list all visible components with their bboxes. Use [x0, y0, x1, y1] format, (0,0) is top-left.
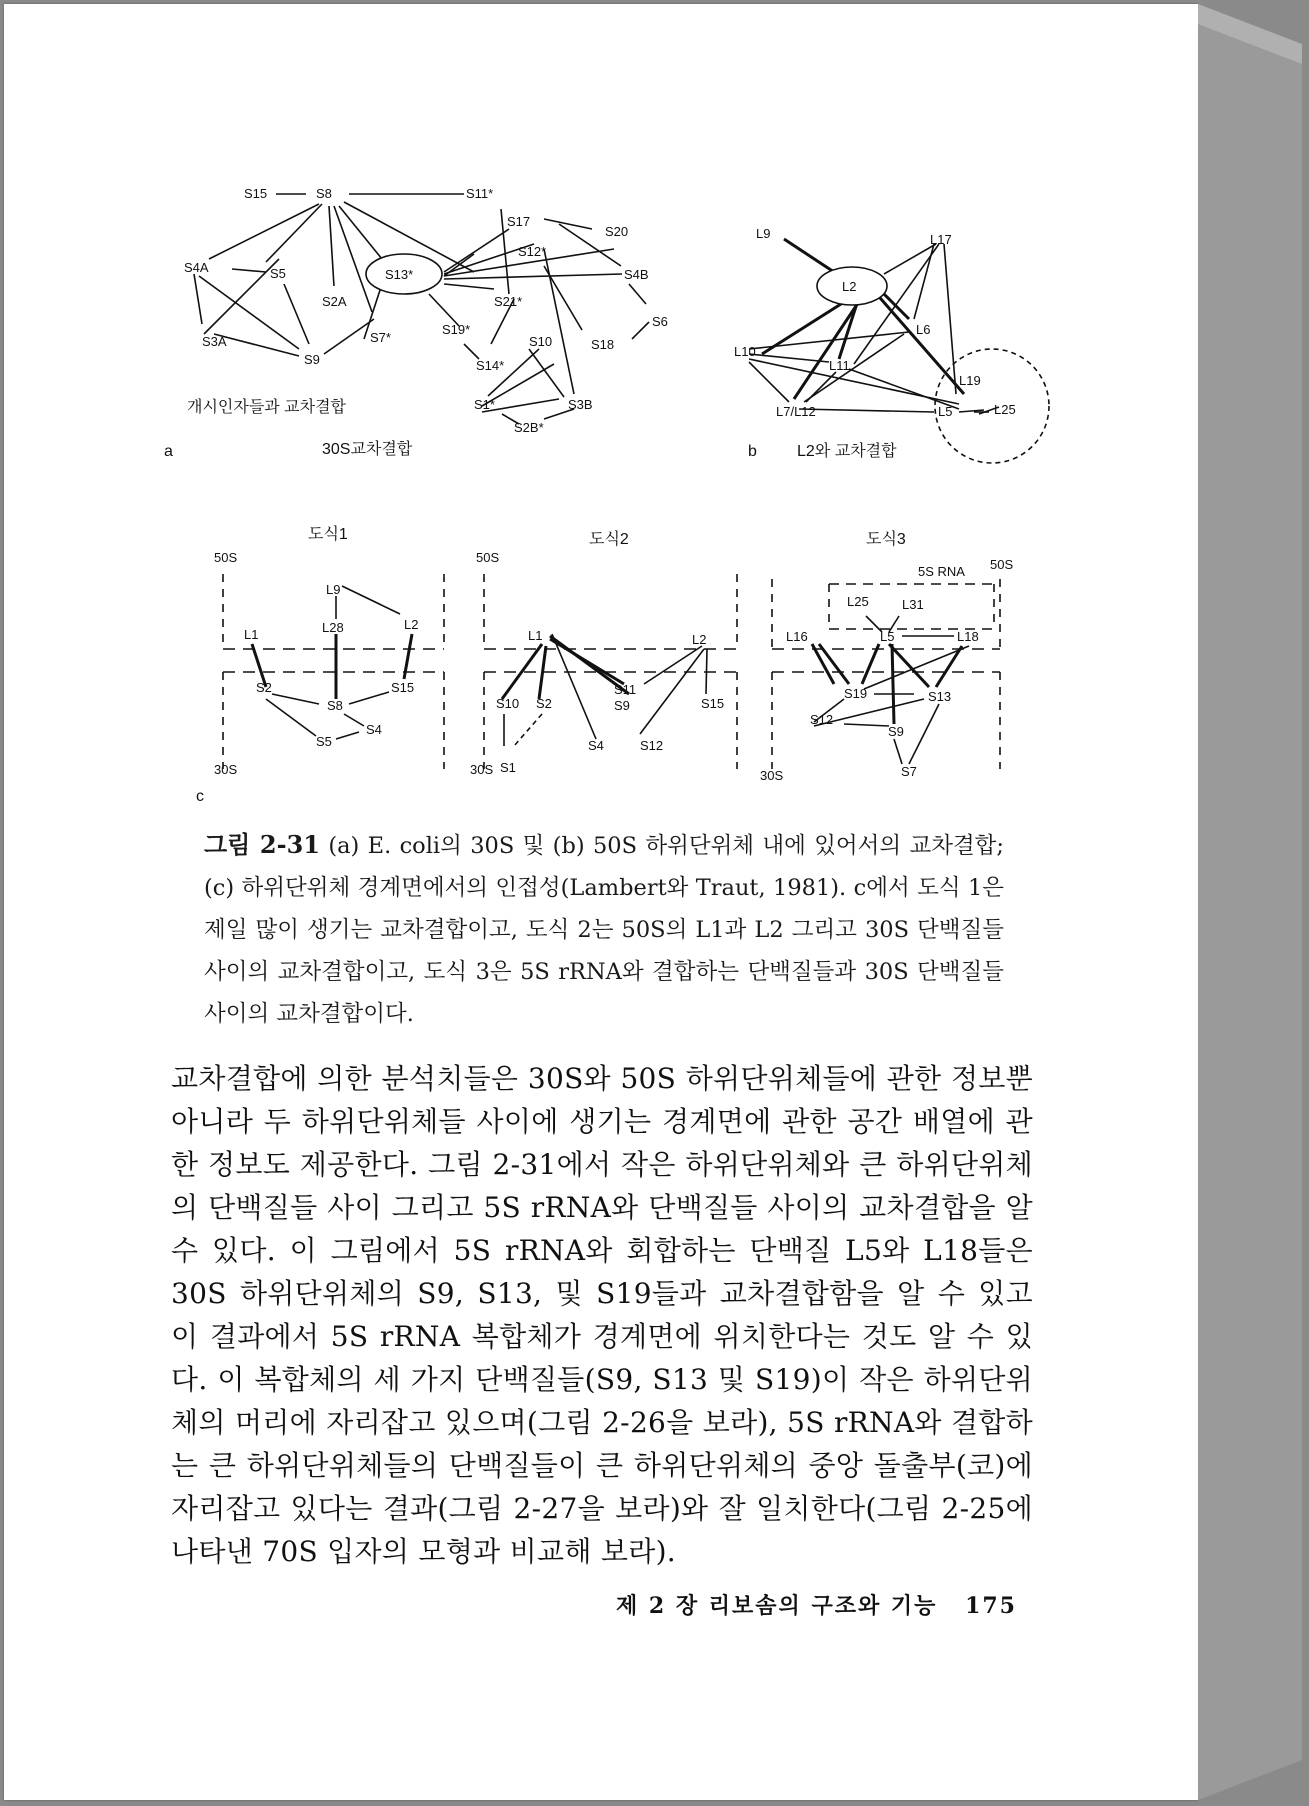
node-a-S5: S5	[270, 266, 286, 281]
scheme1-top: 50S	[214, 550, 238, 565]
node-a-S13: S13*	[385, 267, 414, 282]
s2-L1: L1	[528, 628, 543, 643]
scheme2-top: 50S	[476, 550, 500, 565]
s2-L2: L2	[692, 632, 707, 647]
s3-S9: S9	[888, 724, 904, 739]
node-a-S19: S19*	[442, 322, 471, 337]
node-a-S15: S15	[244, 186, 268, 201]
s2-S1: S1	[500, 760, 516, 775]
s1-S2: S2	[256, 680, 272, 695]
scheme3-rna: 5S RNA	[918, 564, 965, 579]
body-paragraph: 교차결합에 의한 분석치들은 30S와 50S 하위단위체들에 관한 정보뿐 아니라 두 하위단위체들 사이에 생기는 경계면에 관한 공간 배열에 관한 정보도 제공한다. 그림 2-31에서 작은 하위단위체와 큰 하위단위체의 단백질들 사이 그리고 5S rRNA와 단백질들 사이의 교차결합을 알 수 있다. 이 그림에서 5S rRNA와 회합하는 단백질 L5와 L18들은 30S 하위단위체의 S9, S13, 및 S19들과 교차결합함을 알 수 있고 이 결과에서 5S rRNA 복합체가 경계면에 위치한다는 것도 알 수 있다. 이 복합체의 세 가지 단백질들(S9, S13 및 S19)이 작은 하위단위체의 머리에 자리잡고 있으며(그림 2-26을 보라), 5S rRNA와 결합하는 큰 하위단위체들의 단백질들이 큰 하위단위체의 중앙 돌출부(코)에 자리잡고 있다는 결과(그림 2-27을 보라)와 잘 일치한다(그림 2-25에 나타낸 70S 입자의 모형과 비교해 보라).	[171, 1062, 1033, 1568]
node-a-S3B: S3B	[568, 397, 593, 412]
panel-b-caption: L2와 교차결합	[797, 443, 897, 460]
s1-L28: L28	[322, 620, 344, 635]
panel-a-letter: a	[164, 443, 173, 460]
s3-S19: S19	[844, 686, 868, 701]
s1-S4: S4	[366, 722, 382, 737]
node-a-S9: S9	[304, 352, 320, 367]
node-a-S4A: S4A	[184, 260, 209, 275]
s1-S15: S15	[391, 680, 415, 695]
s2-S12: S12	[640, 738, 664, 753]
book-edge	[1198, 4, 1302, 1800]
node-a-S3A: S3A	[202, 334, 227, 349]
s2-S4: S4	[588, 738, 604, 753]
s3-S7: S7	[901, 764, 917, 779]
node-b-L5: L5	[938, 404, 953, 419]
node-b-L2: L2	[842, 279, 857, 294]
node-a-S18: S18	[591, 337, 615, 352]
scheme2-bottom: 30S	[470, 762, 494, 777]
book-page	[4, 4, 1198, 1800]
node-b-L6: L6	[916, 322, 931, 337]
s2-S2: S2	[536, 696, 552, 711]
s1-S5: S5	[316, 734, 332, 749]
s1-L1: L1	[244, 627, 259, 642]
node-b-L25: L25	[994, 402, 1016, 417]
node-a-S4B: S4B	[624, 267, 649, 282]
s3-L25: L25	[847, 594, 869, 609]
panel-a-subtitle: 개시인자들과 교차결합	[187, 399, 347, 416]
s1-L2: L2	[404, 617, 419, 632]
node-a-S2A: S2A	[322, 294, 347, 309]
s3-L5: L5	[880, 629, 895, 644]
s2-S9: S9	[614, 698, 630, 713]
scheme3-title: 도식3	[866, 531, 906, 548]
node-b-L17: L17	[930, 232, 952, 247]
s1-L9: L9	[326, 582, 341, 597]
node-a-S6: S6	[652, 314, 668, 329]
panel-b-letter: b	[748, 443, 757, 460]
scheme1-title: 도식1	[308, 526, 348, 543]
s2-S15: S15	[701, 696, 725, 711]
scheme3-top: 50S	[990, 557, 1014, 572]
s1-S8: S8	[327, 698, 343, 713]
s2-S10: S10	[496, 696, 520, 711]
s3-S12: S12	[810, 712, 834, 727]
node-b-L7L12: L7/L12	[776, 404, 816, 419]
s2-S11: S11	[614, 682, 637, 697]
node-a-S7: S7*	[370, 330, 391, 345]
scheme2-title: 도식2	[589, 531, 629, 548]
node-b-L19: L19	[959, 373, 981, 388]
node-a-S11: S11*	[466, 186, 494, 201]
node-a-S21: S21*	[494, 294, 523, 309]
node-a-S14: S14*	[476, 358, 505, 373]
page-footer	[616, 1589, 1017, 1620]
node-b-L11: L11	[829, 358, 850, 373]
node-a-S1: S1*	[474, 397, 495, 412]
s3-L31: L31	[902, 597, 924, 612]
node-a-S20: S20	[605, 224, 629, 239]
figure-caption	[204, 824, 1004, 1035]
s3-L18: L18	[957, 629, 979, 644]
panel-a-caption: 30S교차결합	[322, 441, 413, 458]
node-a-S8: S8	[316, 186, 332, 201]
figure-2-31	[4, 4, 1198, 804]
page-number: 175	[965, 1593, 1017, 1619]
node-b-L10: L10	[734, 344, 756, 359]
node-a-S12: S12*	[518, 244, 547, 259]
chapter-title: 제 2 장 리보솜의 구조와 기능	[616, 1593, 938, 1619]
figure-caption-label: 그림 2-31	[204, 830, 320, 859]
node-a-S2B: S2B*	[514, 420, 544, 435]
s3-L16: L16	[786, 629, 808, 644]
figure-caption-text: (a) E. coli의 30S 및 (b) 50S 하위단위체 내에 있어서의 교차결합; (c) 하위단위체 경계면에서의 인접성(Lambert와 Traut, 1981). c에서 도식 1은 제일 많이 생기는 교차결합이고, 도식 2는 50S의 L1과 L2 그리고 30S 단백질들 사이의 교차결합이고, 도식 3은 5S rRNA와 결합하는 단백질들과 30S 단백질들 사이의 교차결합이다.	[204, 833, 1005, 1027]
s3-S13: S13	[928, 689, 952, 704]
node-b-L9: L9	[756, 226, 771, 241]
node-a-S17: S17	[507, 214, 531, 229]
panel-c-letter: c	[196, 788, 204, 804]
scheme1-bottom: 30S	[214, 762, 238, 777]
node-a-S10: S10	[529, 334, 553, 349]
scheme3-bottom: 30S	[760, 768, 784, 783]
